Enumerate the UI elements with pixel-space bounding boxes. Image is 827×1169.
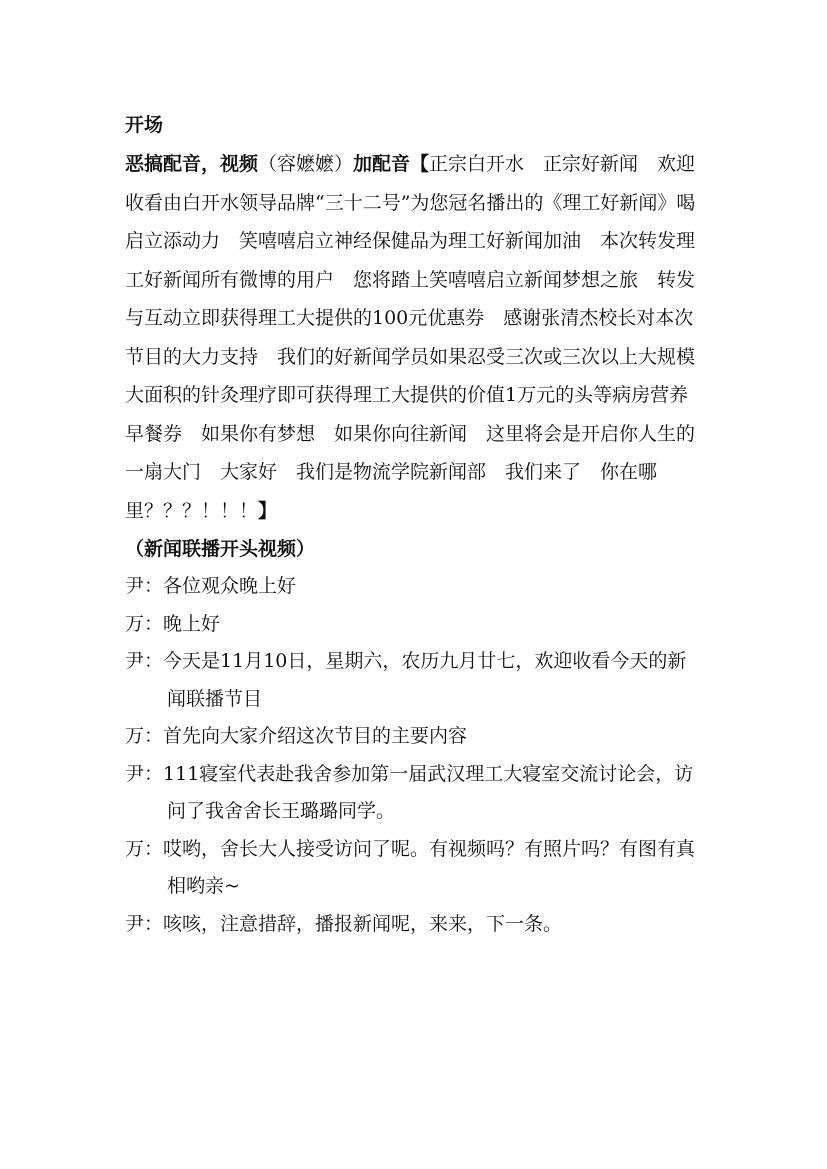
- dialogue-line: [125, 906, 705, 944]
- speaker-label: 万：: [125, 612, 164, 635]
- dialogue-text: 哎哟，舍长大人接受访问了呢。有视频吗？有照片吗？有图有真相哟亲~: [163, 837, 696, 897]
- dialogue-text: 咳咳，注意措辞，播报新闻呢，来来，下一条。: [163, 912, 563, 935]
- intro-bold-a: 恶搞配音，视频: [125, 153, 259, 175]
- speaker-label: 万：: [125, 725, 164, 747]
- section-title: 开场: [125, 114, 164, 136]
- intro-text: 正宗白开水 正宗好新闻 欢迎收看由白开水领导品牌“三十二号”为您冠名播出的《理工好新闻》喝启立添动力 笑嘻嘻启立神经保健品为理工好新闻加油 本次转发理工好新闻所有微博的用户 您将踏上笑嘻嘻启立新闻梦想之旅 转发与互动立即获得理工大提供的100元优惠券 感谢张清杰校长对本次节目的大力支持 我们的好新闻学员如果忍受三次或三次以上大规模大面积的针灸理疗即可获得理工大提供的价值1万元的头等病房营养早餐券 如果你有梦想 如果你向往新闻 这里将会是开启你人生的一扇大门 大家好 我们是物流学院新闻部 我们来了 你在哪里？？？！！！: [125, 153, 696, 522]
- intro-normal-a: （容嬷嬷）: [258, 153, 354, 175]
- dialogue-line: [125, 718, 705, 756]
- speaker-label: 尹：: [125, 762, 164, 785]
- intro-paragraph: [125, 145, 705, 530]
- subheading: （新闻联播开头视频）: [125, 538, 316, 560]
- dialogue-text: 111寝室代表赴我舍参加第一届武汉理工大寝室交流讨论会，访问了我舍舍长王璐璐同学。: [163, 762, 694, 822]
- dialogue-text: 今天是11月10日，星期六，农历九月廿七，欢迎收看今天的新闻联播节目: [163, 650, 687, 710]
- dialogue-text: 首先向大家介绍这次节目的主要内容: [163, 725, 468, 747]
- document-page: [125, 105, 705, 943]
- dialogue-text: 晚上好: [163, 612, 221, 635]
- speaker-label: 尹：: [125, 650, 164, 672]
- intro-bold-b: 加配音【: [353, 153, 430, 175]
- speaker-label: 尹：: [125, 575, 164, 597]
- speaker-label: 尹：: [125, 912, 164, 935]
- dialogue-line: [125, 756, 705, 831]
- dialogue-text: 各位观众晚上好: [163, 575, 297, 597]
- dialogue-line: [125, 831, 705, 906]
- dialogue-line: [125, 606, 705, 644]
- dialogue-line: [125, 643, 705, 718]
- intro-close: 】: [258, 499, 278, 522]
- speaker-label: 万：: [125, 837, 164, 860]
- dialogue-line: [125, 568, 705, 606]
